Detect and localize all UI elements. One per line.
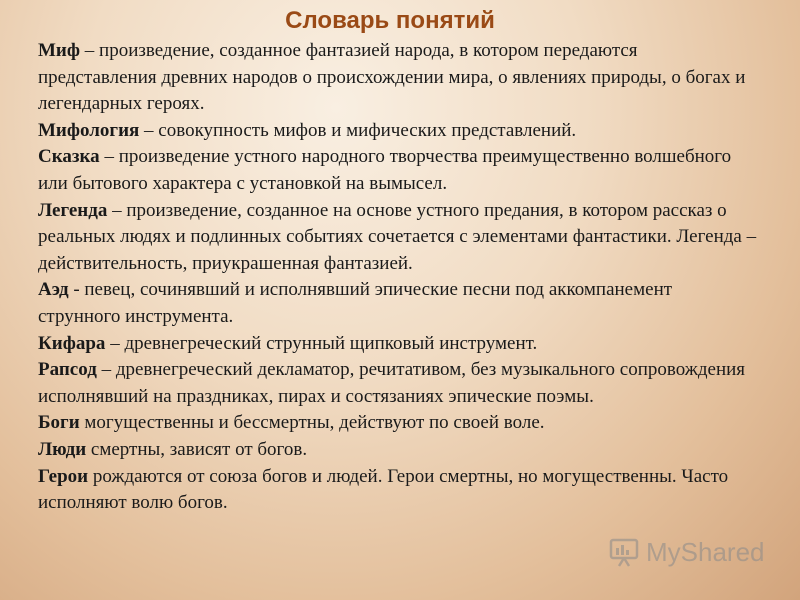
glossary-definition: – произведение, созданное фантазией народа, в котором передаются представления древних народов о происхождении мира, о явлениях природы, о богах и легендарных героях. (38, 40, 746, 115)
glossary-term: Аэд (38, 279, 69, 301)
glossary-term: Легенда (38, 199, 108, 221)
glossary-entry (38, 410, 758, 437)
glossary-entry (38, 464, 758, 517)
glossary-term: Мифология (38, 119, 140, 141)
glossary-definition: - певец, сочинявший и исполнявший эпические песни под аккомпанемент струнного инструмента. (38, 279, 673, 327)
glossary-definition: – произведение устного народного творчества преимущественно волшебного или бытового характера с установкой на вымысел. (38, 146, 732, 194)
glossary-definition: – совокупность мифов и мифических представлений. (139, 119, 577, 141)
glossary-term: Боги (38, 412, 80, 434)
watermark (608, 536, 765, 568)
glossary-term: Рапсод (38, 359, 97, 381)
glossary-term: Сказка (38, 146, 100, 168)
glossary-entry (38, 331, 758, 358)
glossary-entry (38, 357, 758, 410)
watermark-text: MyShared (646, 536, 765, 567)
glossary-definition: смертны, зависят от богов. (86, 438, 308, 460)
glossary-definition: – древнегреческий декламатор, речитативом, без музыкального сопровождения исполнявший на праздниках, пирах и состязаниях эпические поэмы. (38, 359, 746, 407)
glossary-term: Люди (38, 438, 87, 460)
glossary-entry (38, 277, 758, 330)
glossary-definition: могущественны и бессмертны, действуют по своей воле. (79, 412, 545, 434)
glossary (38, 38, 758, 517)
glossary-entry (38, 437, 758, 464)
glossary-definition: рождаются от союза богов и людей. Герои смертны, но могущественны. Часто исполняют волю богов. (38, 465, 729, 514)
glossary-entry (38, 38, 758, 118)
glossary-term: Миф (38, 40, 81, 61)
slide-title: Словарь понятий (285, 7, 495, 34)
glossary-term: Кифара (38, 332, 106, 354)
glossary-entry (38, 118, 758, 145)
glossary-entry (38, 144, 758, 197)
glossary-entry (38, 198, 758, 278)
presentation-board-icon (608, 536, 640, 568)
glossary-definition: – произведение, созданное на основе устного предания, в котором рассказ о реальных людях и подлинных событиях сочетается с элементами фантастики. Легенда – действительность, приукрашенная фантазией. (38, 199, 757, 274)
glossary-term: Герои (38, 465, 89, 487)
glossary-definition: – древнегреческий струнный щипковый инструмент. (105, 332, 538, 354)
